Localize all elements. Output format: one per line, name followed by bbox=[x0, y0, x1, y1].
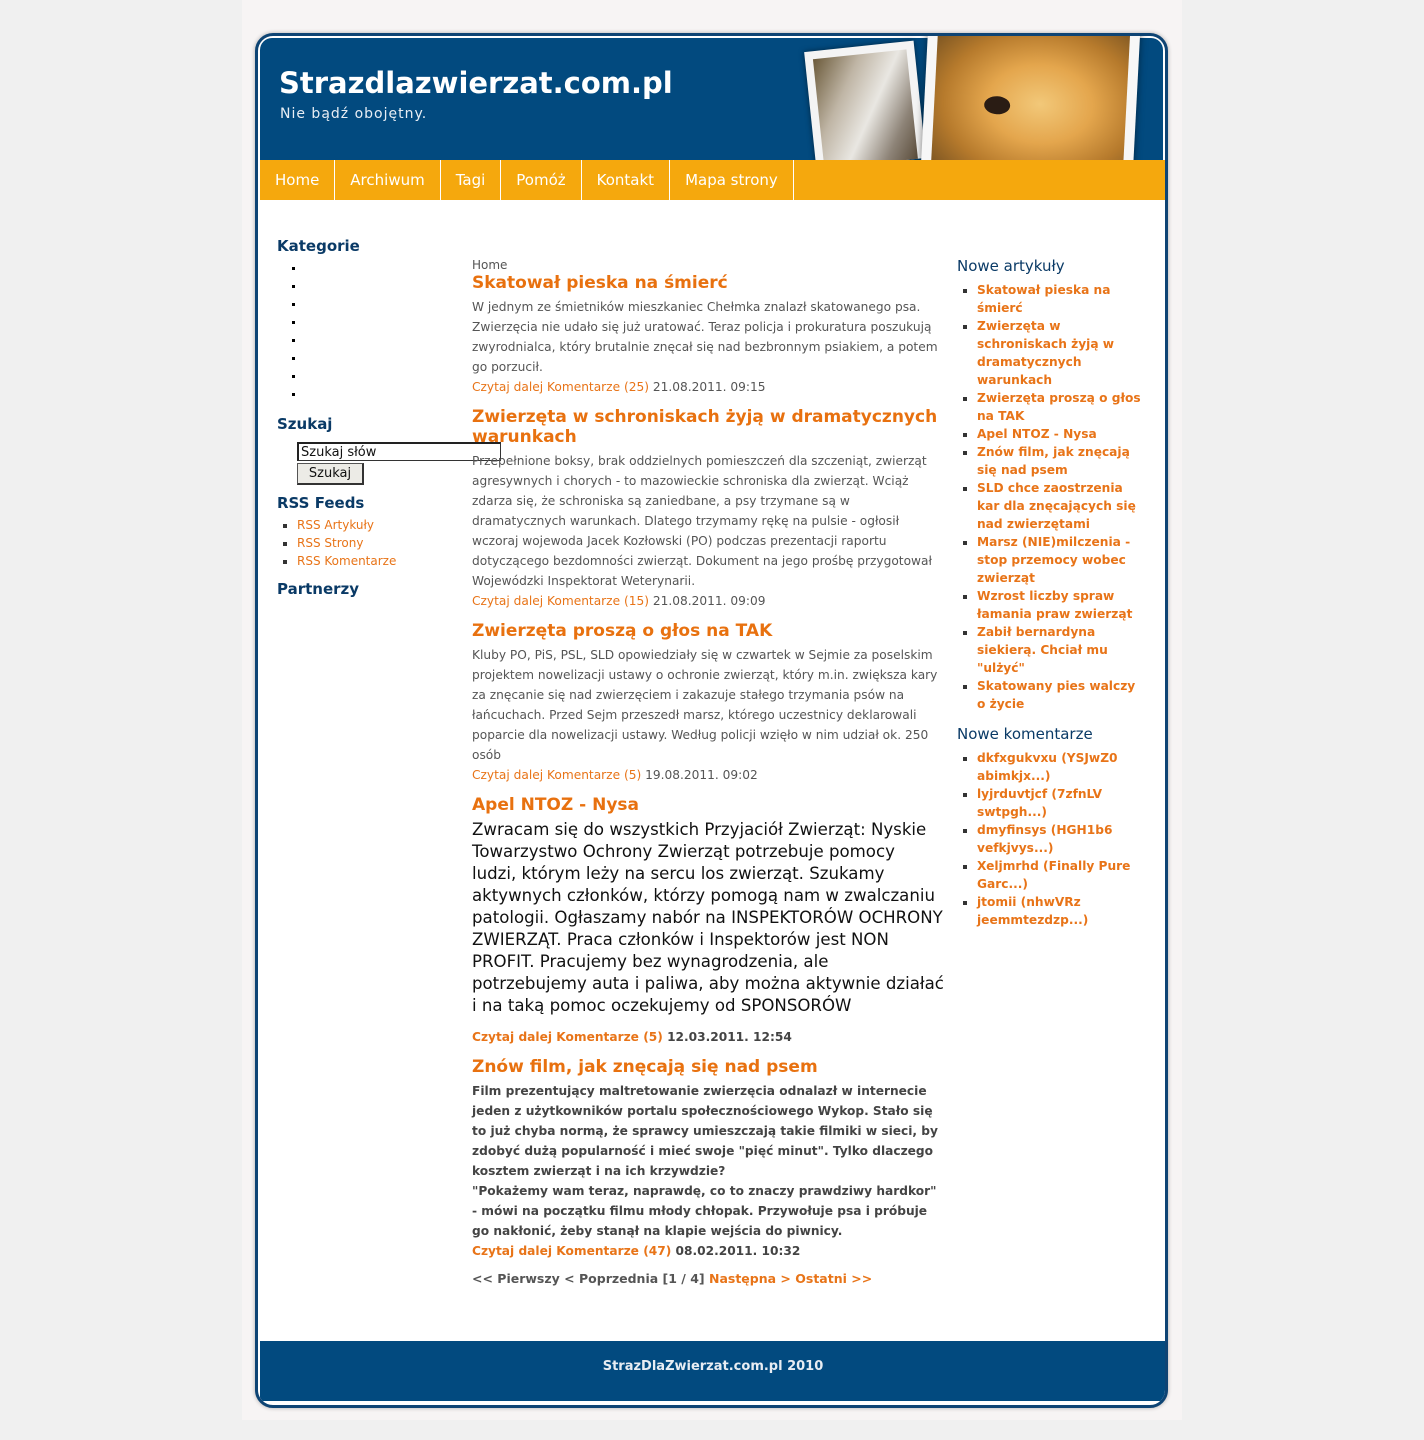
category-item[interactable] bbox=[305, 387, 462, 405]
article-title[interactable]: Zwierzęta proszą o głos na TAK bbox=[472, 621, 773, 641]
pager-current: [1 / 4] bbox=[662, 1271, 705, 1286]
site-title[interactable]: Strazdlazwierzat.com.pl bbox=[279, 66, 673, 100]
main-navigation bbox=[260, 160, 1166, 200]
read-more-link[interactable]: Czytaj dalej bbox=[472, 594, 544, 608]
list-item bbox=[977, 425, 1147, 443]
list-item bbox=[977, 587, 1147, 623]
comments-link[interactable]: Komentarze (5) bbox=[546, 768, 642, 782]
partners-heading: Partnerzy bbox=[277, 580, 360, 598]
rss-comments-link[interactable]: RSS Komentarze bbox=[297, 554, 397, 568]
list-item bbox=[977, 749, 1147, 785]
new-comment-link[interactable]: lyjrduvtjcf (7zfnLV swtpgh...) bbox=[977, 787, 1103, 819]
nav-tagi[interactable]: Tagi bbox=[441, 160, 502, 200]
pager-prev: < Poprzednia bbox=[564, 1271, 659, 1286]
new-article-link[interactable]: Zwierzęta w schroniskach żyją w dramatycznych warunkach bbox=[977, 319, 1115, 387]
rss-list bbox=[277, 518, 462, 572]
list-item bbox=[977, 677, 1147, 713]
article bbox=[472, 273, 944, 397]
new-article-link[interactable]: Wzrost liczby spraw łamania praw zwierząt bbox=[977, 589, 1133, 621]
category-list bbox=[277, 261, 462, 405]
article-body: W jednym ze śmietników mieszkaniec Chełmka znalazł skatowanego psa. Zwierzęcia nie udało się już uratować. Teraz policja i prokuratura poszukują zwyrodnialca, który brutalnie znęcał się nad bezbronnym psiakiem, a potem go porzucił. bbox=[472, 300, 938, 374]
list-item bbox=[977, 857, 1147, 893]
site-container bbox=[255, 33, 1168, 1408]
article-body-quote: "Pokażemy wam teraz, naprawdę, co to znaczy prawdziwy hardkor" - mówi na początku filmu młody chłopak. Przywołuje psa i próbuje go nakłonić, żeby stanął na klapie wejścia do piwnicy. bbox=[472, 1184, 937, 1238]
article-body: Przepełnione boksy, brak oddzielnych pomieszczeń dla szczeniąt, zwierząt agresywnych i chorych - to mazowieckie schroniska dla zwierząt. Wciąż zdarza się, że schroniska są zaniedbane, a psy trzymane są w dramatycznych warunkach. Dlatego trzymamy rękę na pulsie - ogłosił wczoraj wojewoda Jacek Kozłowski (PO) podczas prezentacji raportu dotyczącego bezdomności zwierząt. Dokument na jego prośbę przygotował Wojewódzki Inspektorat Weterynarii. bbox=[472, 454, 932, 588]
article-meta bbox=[472, 377, 944, 397]
left-sidebar bbox=[277, 237, 462, 598]
comments-link[interactable]: Komentarze (25) bbox=[546, 380, 649, 394]
article-title[interactable]: Apel NTOZ - Nysa bbox=[472, 795, 639, 815]
new-article-link[interactable]: Skatował pieska na śmierć bbox=[977, 283, 1111, 315]
comments-link[interactable]: Komentarze (5) bbox=[556, 1030, 663, 1044]
read-more-link[interactable]: Czytaj dalej bbox=[472, 768, 544, 782]
article bbox=[472, 621, 944, 785]
article-body: Zwracam się do wszystkich Przyjaciół Zwierząt: Nyskie Towarzystwo Ochrony Zwierząt potrzebuje pomocy ludzi, którym leży na sercu los zwierząt. Szukamy aktywnych członków, którzy pomogą nam w zwalczaniu patologii. Ogłaszamy nabór na INSPEKTORÓW OCHRONY ZWIERZĄT. Praca członków i Inspektorów jest NON PROFIT. Pracujemy bez wynagrodzenia, ale potrzebujemy auta i paliwa, aby można aktywnie działać i na taką pomoc oczekujemy od SPONSORÓW bbox=[472, 820, 944, 1015]
article-meta bbox=[472, 1027, 944, 1047]
new-comment-link[interactable]: dmyfinsys (HGH1b6 vefkjvys...) bbox=[977, 823, 1113, 855]
article-date: 21.08.2011. 09:09 bbox=[652, 594, 766, 608]
list-item bbox=[977, 389, 1147, 425]
list-item bbox=[977, 785, 1147, 821]
article-meta bbox=[472, 1241, 944, 1261]
search-heading: Szukaj bbox=[277, 415, 333, 433]
new-article-link[interactable]: Marsz (NIE)milczenia - stop przemocy wobec zwierząt bbox=[977, 535, 1131, 585]
new-article-link[interactable]: Zabił bernardyna siekierą. Chciał mu "ulżyć" bbox=[977, 625, 1108, 675]
categories-heading: Kategorie bbox=[277, 237, 360, 255]
article-date: 12.03.2011. 12:54 bbox=[667, 1030, 792, 1044]
new-articles-heading: Nowe artykuły bbox=[957, 257, 1065, 275]
rss-pages-link[interactable]: RSS Strony bbox=[297, 536, 364, 550]
pagination bbox=[472, 1271, 944, 1286]
pager-next[interactable]: Następna > bbox=[709, 1271, 791, 1286]
site-footer bbox=[260, 1341, 1166, 1401]
new-comment-link[interactable]: dkfxgukvxu (YSJwZ0 abimkjx...) bbox=[977, 751, 1118, 783]
new-article-link[interactable]: Apel NTOZ - Nysa bbox=[977, 427, 1097, 441]
rss-item bbox=[297, 554, 462, 572]
category-item[interactable] bbox=[305, 297, 462, 315]
new-comments-heading: Nowe komentarze bbox=[957, 725, 1093, 743]
read-more-link[interactable]: Czytaj dalej bbox=[472, 1244, 553, 1258]
new-comments-list bbox=[957, 749, 1147, 929]
right-sidebar bbox=[957, 257, 1147, 929]
article-title[interactable]: Zwierzęta w schroniskach żyją w dramatycznych warunkach bbox=[472, 407, 938, 447]
new-comment-link[interactable]: Xeljmrhd (Finally Pure Garc...) bbox=[977, 859, 1131, 891]
breadcrumb[interactable]: Home bbox=[472, 258, 508, 272]
category-item[interactable] bbox=[305, 261, 462, 279]
article-date: 19.08.2011. 09:02 bbox=[645, 768, 758, 782]
list-item bbox=[977, 533, 1147, 587]
rss-item bbox=[297, 536, 462, 554]
list-item bbox=[977, 281, 1147, 317]
article-body: Kluby PO, PiS, PSL, SLD opowiedziały się w czwartek w Sejmie za poselskim projektem nowelizacji ustawy o ochronie zwierząt, który m.in. zwiększa kary za znęcanie się nad zwierzęciem i zakazuje stałego trzymania psów na łańcuchach. Przed Sejm przeszedł marsz, którego uczestnicy deklarowali poparcie dla nowelizacji ustawy. Według policji wzięło w nim udział ok. 250 osób bbox=[472, 648, 938, 762]
list-item bbox=[977, 893, 1147, 929]
pager-first: << Pierwszy bbox=[472, 1271, 560, 1286]
article-meta bbox=[472, 591, 944, 611]
article-meta bbox=[472, 765, 944, 785]
horse-photo bbox=[804, 41, 926, 170]
nav-archiwum[interactable]: Archiwum bbox=[335, 160, 440, 200]
list-item bbox=[977, 479, 1147, 533]
new-article-link[interactable]: SLD chce zaostrzenia kar dla znęcających się nad zwierzętami bbox=[977, 481, 1136, 531]
new-article-link[interactable]: Zwierzęta proszą o głos na TAK bbox=[977, 391, 1141, 423]
search-input[interactable] bbox=[297, 442, 501, 461]
article-date: 21.08.2011. 09:15 bbox=[652, 380, 766, 394]
article-title[interactable]: Skatował pieska na śmierć bbox=[472, 273, 728, 293]
read-more-link[interactable]: Czytaj dalej bbox=[472, 380, 544, 394]
new-article-link[interactable]: Znów film, jak znęcają się nad psem bbox=[977, 445, 1130, 477]
site-header bbox=[260, 38, 1163, 163]
list-item bbox=[977, 443, 1147, 479]
article bbox=[472, 1057, 944, 1261]
article-date: 08.02.2011. 10:32 bbox=[675, 1244, 801, 1258]
pager-last[interactable]: Ostatni >> bbox=[795, 1271, 873, 1286]
category-item[interactable] bbox=[305, 351, 462, 369]
nav-mapa-strony[interactable]: Mapa strony bbox=[670, 160, 794, 200]
nav-pomoz[interactable]: Pomóż bbox=[501, 160, 581, 200]
read-more-link[interactable]: Czytaj dalej bbox=[472, 1030, 553, 1044]
list-item bbox=[977, 821, 1147, 857]
category-item[interactable] bbox=[305, 279, 462, 297]
site-tagline: Nie bądź obojętny. bbox=[280, 106, 428, 122]
article-body: Film prezentujący maltretowanie zwierzęcia odnalazł w internecie jeden z użytkowników portalu społecznościowego Wykop. Stało się to już chyba normą, że sprawcy umieszczają takie filmiki w sieci, by zdobyć dużą popularność i mieć swoje "pięć minut". Tylko dlaczego kosztem zwierząt i na ich krzywdzie? bbox=[472, 1084, 938, 1178]
footer-text: StrazDlaZwierzat.com.pl 2010 bbox=[602, 1359, 824, 1374]
rss-heading: RSS Feeds bbox=[277, 494, 365, 512]
comments-link[interactable]: Komentarze (15) bbox=[546, 594, 649, 608]
category-item[interactable] bbox=[305, 369, 462, 387]
article bbox=[472, 795, 944, 1047]
nav-home[interactable]: Home bbox=[260, 160, 335, 200]
new-articles-list bbox=[957, 281, 1147, 713]
content-area bbox=[258, 200, 1166, 1340]
main-content bbox=[472, 257, 944, 1286]
new-article-link[interactable]: Skatowany pies walczy o życie bbox=[977, 679, 1136, 711]
nav-kontakt[interactable]: Kontakt bbox=[582, 160, 670, 200]
list-item bbox=[977, 623, 1147, 677]
article bbox=[472, 407, 944, 611]
rss-item bbox=[297, 518, 462, 536]
list-item bbox=[977, 317, 1147, 389]
dog-photo bbox=[921, 33, 1141, 173]
comments-link[interactable]: Komentarze (47) bbox=[556, 1244, 672, 1258]
new-comment-link[interactable]: jtomii (nhwVRz jeemmtezdzp...) bbox=[977, 895, 1089, 927]
category-item[interactable] bbox=[305, 333, 462, 351]
article-title[interactable]: Znów film, jak znęcają się nad psem bbox=[472, 1057, 818, 1077]
rss-articles-link[interactable]: RSS Artykuły bbox=[297, 518, 375, 532]
search-button[interactable]: Szukaj bbox=[297, 463, 364, 485]
category-item[interactable] bbox=[305, 315, 462, 333]
